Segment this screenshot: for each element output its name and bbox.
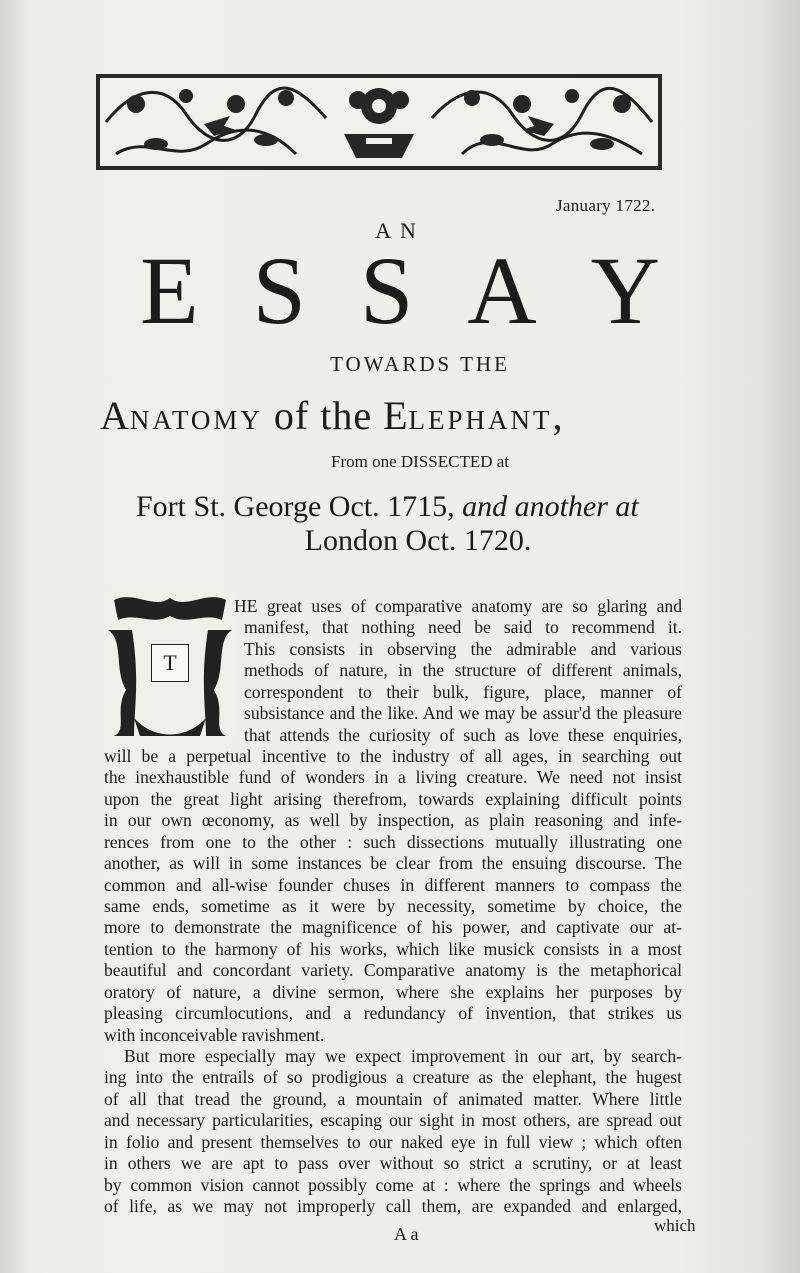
- anatomy-of: of the: [262, 393, 384, 438]
- text-line: in folio and present themselves to our naked eye in full view ; which often: [104, 1131, 682, 1152]
- text-line: more to demonstrate the magnificence of his power, and captivate our at-: [104, 917, 682, 938]
- elephant-e: E: [383, 393, 409, 438]
- text-line: upon the great light arising therefrom, towards explaining difficult points: [104, 788, 682, 809]
- anatomy-rest: NATOMY: [129, 405, 263, 435]
- fort-italic: and another at: [454, 490, 639, 523]
- title-fort: [136, 490, 639, 524]
- text-line: subsistance and the like. And we may be assur'd the pleasure: [244, 703, 682, 724]
- text-line: with inconceivable ravishment.: [104, 1024, 325, 1045]
- text-line: manifest, that nothing need be said to recommend it.: [244, 617, 682, 638]
- text-line: oratory of nature, a divine sermon, where she explains her purposes by: [104, 981, 682, 1002]
- text-line: correspondent to their bulk, figure, place, manner of: [244, 681, 682, 702]
- title-london: London Oct. 1720.: [304, 524, 532, 557]
- title-anatomy: [100, 392, 564, 439]
- title-essay: [140, 237, 660, 344]
- text-line: rences from one to the other : such dissections mutually illustrating one: [104, 831, 682, 852]
- title-towards: TOWARDS THE: [330, 352, 510, 376]
- text-line: HE great uses of comparative anatomy are so glaring and: [234, 596, 682, 616]
- essay-letter: A: [467, 237, 537, 344]
- text-line: and necessary particularities, escaping our sight in most others, are spread out: [104, 1110, 682, 1131]
- essay-letter: Y: [590, 237, 660, 344]
- drop-cap-letter: T: [151, 644, 189, 682]
- elephant-rest: LEPHANT: [408, 405, 553, 435]
- text-line: But more especially may we expect improvement in our art, by search-: [124, 1046, 682, 1066]
- text-line: by common vision cannot possibly come at : where the springs and wheels: [104, 1174, 682, 1195]
- title-an: AN: [375, 218, 425, 243]
- text-line: tention to the harmony of his works, which like musick consists in a most: [104, 938, 682, 959]
- essay-letter: S: [359, 237, 414, 344]
- text-line: another, as will in some instances be clear from the ensuing discourse. The: [104, 853, 682, 874]
- fort-text: Fort St. George Oct. 1715,: [136, 490, 455, 523]
- text-line: same ends, sometime as it were by necessity, sometime by choice, the: [104, 896, 682, 916]
- anatomy-a: A: [100, 393, 130, 438]
- date-line: January 1722.: [556, 196, 656, 215]
- essay-letter: S: [252, 237, 306, 344]
- text-line: pleasing circumlocutions, and a redundancy of invention, that strikes us: [104, 1003, 682, 1024]
- text-line: in others we are apt to pass over without so strict a scrutiny, or at least: [104, 1153, 682, 1174]
- essay-letter: E: [140, 237, 199, 344]
- text-line: beautiful and concordant variety. Comparative anatomy is the metaphorical: [104, 960, 682, 981]
- anatomy-comma: ,: [552, 393, 564, 438]
- signature-mark: A a: [394, 1224, 419, 1244]
- text-line: ing into the entrails of so prodigious a creature as the elephant, the hugest: [104, 1067, 682, 1088]
- title-from: From one DISSECTED at: [330, 452, 510, 471]
- text-line: methods of nature, in the structure of different animals,: [244, 660, 682, 681]
- catchword: which: [654, 1216, 696, 1235]
- text-line: in our own œconomy, as well by inspection, as plain reasoning and infe-: [104, 810, 682, 831]
- text-line: of all that tread the ground, a mountain of animated matter. Where little: [104, 1088, 682, 1109]
- text-line: This consists in observing the admirable and various: [244, 638, 682, 659]
- text-line: that attends the curiosity of such as love these enquiries,: [244, 724, 682, 745]
- text-line: common and all-wise founder chuses in different manners to compass the: [104, 874, 682, 895]
- text-line: the inexhaustible fund of wonders in a living creature. We need not insist: [104, 767, 682, 788]
- text-line: will be a perpetual incentive to the industry of all ages, in searching out: [104, 746, 682, 766]
- ornamental-headpiece: [96, 74, 662, 170]
- text-line: of life, as we may not improperly call them, are expanded and enlarged,: [104, 1196, 682, 1216]
